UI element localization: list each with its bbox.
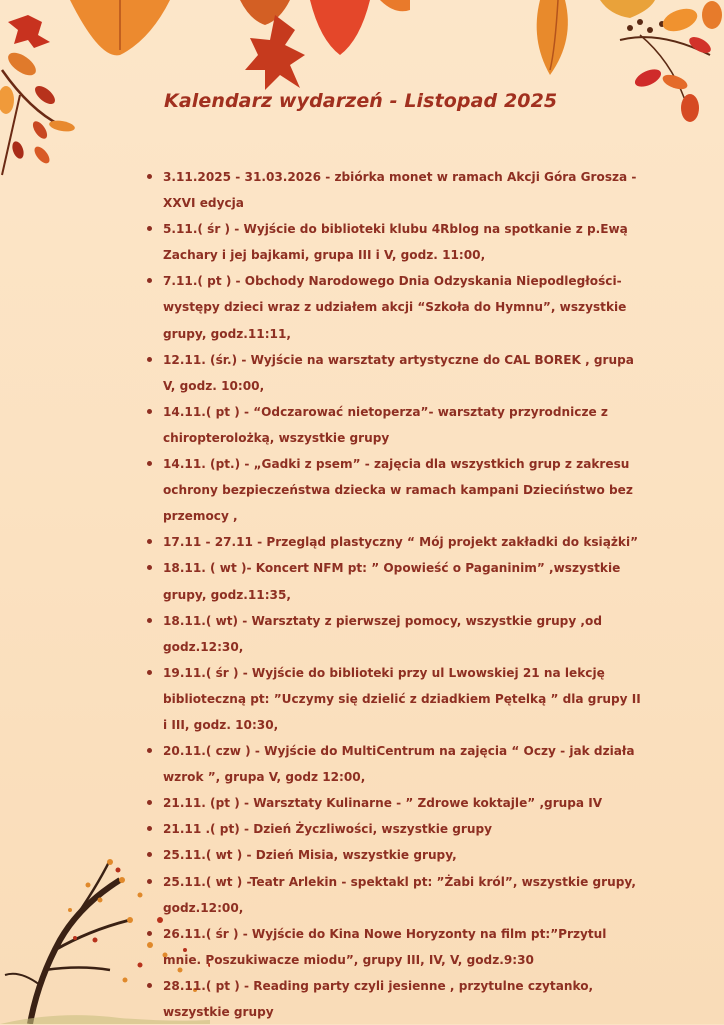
list-item: 17.11 - 27.11 - Przegląd plastyczny “ Mój projekt zakładki do książki” — [146, 529, 646, 555]
list-item: 12.11. (śr.) - Wyjście na warsztaty artystyczne do CAL BOREK , grupa V, godz. 10:00, — [146, 347, 646, 399]
list-item: 25.11.( wt ) -Teatr Arlekin - spektakl pt: ”Żabi król”, wszystkie grupy, godz.12:00, — [146, 869, 646, 921]
list-item: 28.11.( pt ) - Reading party czyli jesienne , przytulne czytanko, wszystkie grupy — [146, 973, 646, 1025]
list-item: 14.11.( pt ) - “Odczarować nietoperza”- warsztaty przyrodnicze z chiropterolożką, wszystkie grupy — [146, 399, 646, 451]
event-list — [146, 164, 646, 1025]
list-item: 7.11.( pt ) - Obchody Narodowego Dnia Odzyskania Niepodległości- występy dzieci wraz z udziałem akcji “Szkoła do Hymnu”, wszystkie grupy, godz.11:11, — [146, 268, 646, 346]
list-item: 25.11.( wt ) - Dzień Misia, wszystkie grupy, — [146, 842, 646, 868]
page-title: Kalendarz wydarzeń - Listopad 2025 — [164, 90, 558, 112]
list-item: 26.11.( śr ) - Wyjście do Kina Nowe Horyzonty na film pt:”Przytul mnie. Poszukiwacze miodu”, grupy III, IV, V, godz.9:30 — [146, 921, 646, 973]
list-item: 5.11.( śr ) - Wyjście do biblioteki klubu 4Rblog na spotkanie z p.Ewą Zachary i jej bajkami, grupa III i V, godz. 11:00, — [146, 216, 646, 268]
list-item: 18.11. ( wt )- Koncert NFM pt: ” Opowieść o Paganinim” ,wszystkie grupy, godz.11:35, — [146, 555, 646, 607]
list-item: 21.11. (pt ) - Warsztaty Kulinarne - ” Zdrowe koktajle” ,grupa IV — [146, 790, 646, 816]
list-item: 18.11.( wt) - Warsztaty z pierwszej pomocy, wszystkie grupy ,od godz.12:30, — [146, 608, 646, 660]
list-item: 3.11.2025 - 31.03.2026 - zbiórka monet w ramach Akcji Góra Grosza - XXVI edycja — [146, 164, 646, 216]
list-item: 14.11. (pt.) - „Gadki z psem” - zajęcia dla wszystkich grup z zakresu ochrony bezpieczeństwa dziecka w ramach kampani Dzieciństwo bez przemocy , — [146, 451, 646, 529]
list-item: 21.11 .( pt) - Dzień Życzliwości, wszystkie grupy — [146, 816, 646, 842]
list-item: 19.11.( śr ) - Wyjście do biblioteki przy ul Lwowskiej 21 na lekcję biblioteczną pt: ”Uczymy się dzielić z dziadkiem Pętelką ” dla grupy II i III, godz. 10:30, — [146, 660, 646, 738]
autumn-leaves-top-right-icon — [480, 0, 724, 135]
list-item: 20.11.( czw ) - Wyjście do MultiCentrum na zajęcia “ Oczy - jak działa wzrok ”, grupa V, godz 12:00, — [146, 738, 646, 790]
autumn-leaves-top-center-icon — [60, 0, 410, 95]
